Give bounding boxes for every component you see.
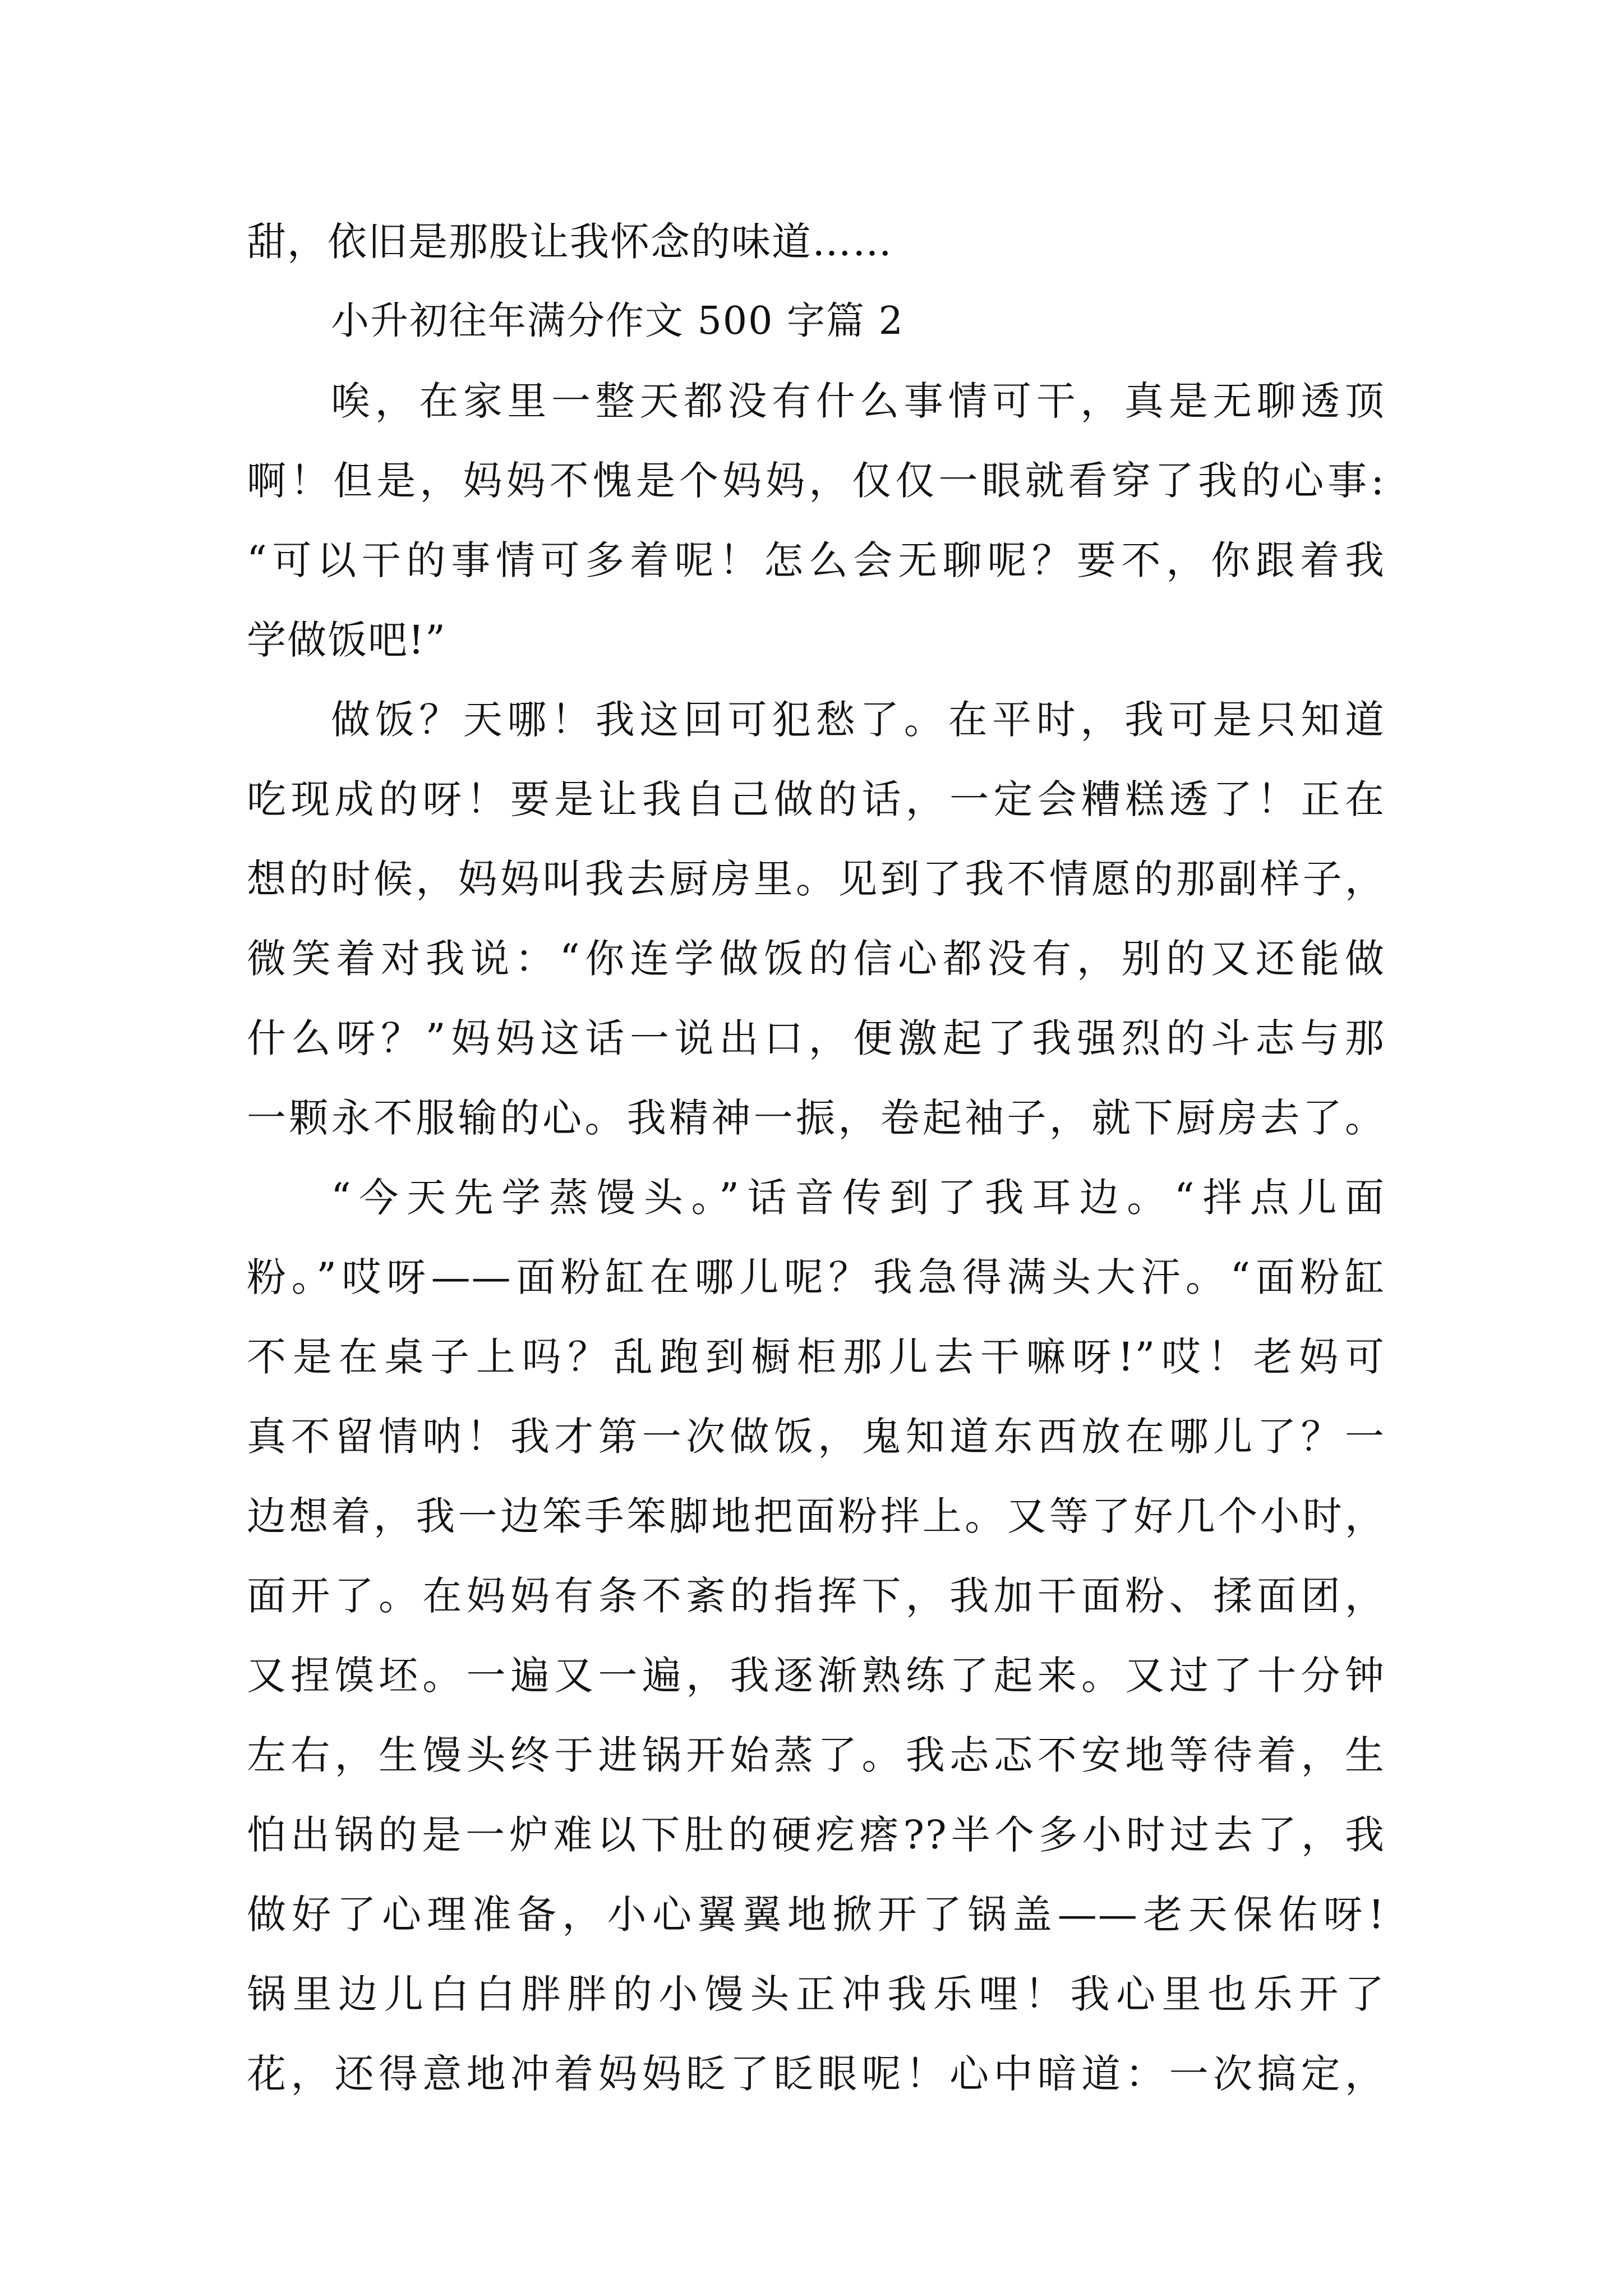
paragraph-line: 怕出锅的是一炉难以下肚的硬疙瘩??半个多小时过去了，我: [247, 1812, 1385, 1858]
paragraph-line: 做好了心理准备，小心翼翼地掀开了锅盖——老天保佑呀!: [247, 1892, 1385, 1938]
paragraph-line: 花，还得意地冲着妈妈眨了眨眼呢！心中暗道：一次搞定，: [247, 2051, 1385, 2097]
paragraph-line: 微笑着对我说：“你连学做饭的信心都没有，别的又还能做: [247, 936, 1385, 982]
paragraph-line: 做饭？天哪！我这回可犯愁了。在平时，我可是只知道: [331, 697, 1385, 743]
paragraph-line: 不是在桌子上吗？乱跑到橱柜那儿去干嘛呀!”哎！老妈可: [247, 1334, 1385, 1380]
paragraph-line: 学做饭吧!”: [247, 617, 446, 663]
paragraph-line: 啊！但是，妈妈不愧是个妈妈，仅仅一眼就看穿了我的心事:: [247, 458, 1385, 504]
paragraph-line: “可以干的事情可多着呢！怎么会无聊呢？要不，你跟着我: [247, 537, 1385, 583]
paragraph-line: 什么呀？”妈妈这话一说出口，便激起了我强烈的斗志与那: [247, 1015, 1385, 1061]
paragraph-line: 又捏馍坯。一遍又一遍，我逐渐熟练了起来。又过了十分钟: [247, 1653, 1385, 1699]
paragraph-line: “今天先学蒸馒头。”话音传到了我耳边。“拌点儿面: [331, 1175, 1385, 1221]
paragraph-line: 真不留情呐！我才第一次做饭，鬼知道东西放在哪儿了？一: [247, 1414, 1385, 1460]
paragraph-line: 一颗永不服输的心。我精神一振，卷起袖子，就下厨房去了。: [247, 1095, 1385, 1141]
paragraph-line: 吃现成的呀！要是让我自己做的话，一定会糟糕透了！正在: [247, 776, 1385, 822]
paragraph-line: 锅里边儿白白胖胖的小馒头正冲我乐哩！我心里也乐开了: [247, 1971, 1385, 2017]
paragraph-line: 边想着，我一边笨手笨脚地把面粉拌上。又等了好几个小时，: [247, 1493, 1385, 1539]
paragraph-line: 左右，生馒头终于进锅开始蒸了。我忐忑不安地等待着，生: [247, 1732, 1385, 1778]
paragraph-line: 面开了。在妈妈有条不紊的指挥下，我加干面粉、揉面团，: [247, 1573, 1385, 1619]
essay-body: [247, 202, 1385, 2114]
essay-title: 小升初往年满分作文 500 字篇 2: [331, 299, 904, 343]
paragraph-line: 唉，在家里一整天都没有什么事情可干，真是无聊透顶: [331, 378, 1385, 424]
paragraph-line: 粉。”哎呀——面粉缸在哪儿呢？我急得满头大汗。“面粉缸: [247, 1254, 1385, 1300]
paragraph-line: 想的时候，妈妈叫我去厨房里。见到了我不情愿的那副样子，: [247, 856, 1385, 902]
paragraph-line: 甜，依旧是那股让我怀念的味道……: [247, 219, 893, 265]
